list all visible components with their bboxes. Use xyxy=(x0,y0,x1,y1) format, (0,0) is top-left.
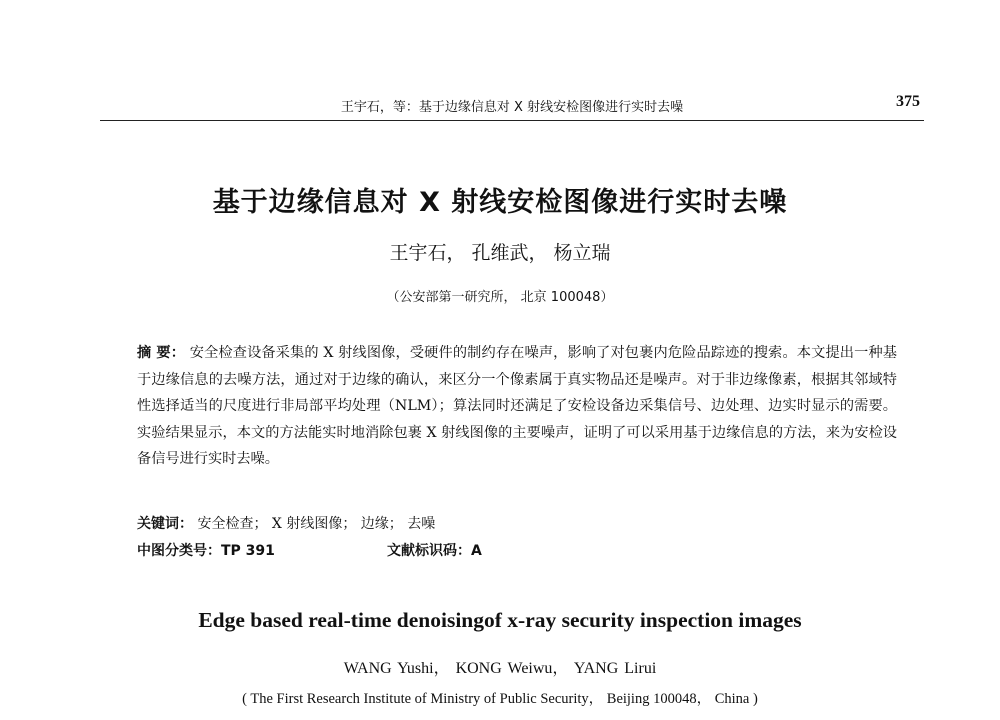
keywords-label: 关键词： xyxy=(137,516,193,532)
keywords-text: 安全检查； X 射线图像； 边缘； 去噪 xyxy=(197,516,436,532)
document-code xyxy=(387,540,482,560)
english-title: Edge based real-time denoisingof x-ray security inspection images xyxy=(198,608,802,632)
chinese-title: 基于边缘信息对 X 射线安检图像进行实时去噪 xyxy=(212,187,788,218)
abstract-label: 摘 要： xyxy=(137,345,186,361)
clc-number xyxy=(137,543,275,559)
clc-label: 中图分类号： xyxy=(137,543,221,559)
chinese-abstract xyxy=(137,340,897,473)
running-header xyxy=(100,90,924,121)
english-affiliation: ( The First Research Institute of Ministry of Public Security， Beijing 100048， China ) xyxy=(242,691,758,707)
doc-label: 文献标识码： xyxy=(387,543,471,559)
english-authors: WANG Yushi， KONG Weiwu， YANG Lirui xyxy=(343,660,657,677)
chinese-authors: 王宇石， 孔维武， 杨立瑞 xyxy=(389,242,611,264)
chinese-affiliation: （公安部第一研究所， 北京 100048） xyxy=(386,290,614,305)
doc-value: A xyxy=(471,543,482,559)
classification-line xyxy=(137,540,897,560)
clc-value: TP 391 xyxy=(221,543,275,559)
running-title: 王宇石，等：基于边缘信息对 X 射线安检图像进行实时去噪 xyxy=(340,100,684,115)
abstract-text: 安全检查设备采集的 X 射线图像，受硬件的制约存在噪声，影响了对包裹内危险品踪迹的搜索。本文提出一种基于边缘信息的去噪方法，通过对于边缘的确认，来区分一个像素属于真实物品还是噪声。对于非边缘像素，根据其邻域特性选择适当的尺度进行非局部平均处理（NLM）；算法同时还满足了安检设备边采集信号、边处理、边实时显示的需要。实验结果显示，本文的方法能实时地消除包裹 X 射线图像的主要噪声，证明了可以采用基于边缘信息的方法，来为安检设备信号进行实时去噪。 xyxy=(137,345,897,467)
keywords-line xyxy=(137,513,897,533)
page-number: 375 xyxy=(896,93,920,110)
